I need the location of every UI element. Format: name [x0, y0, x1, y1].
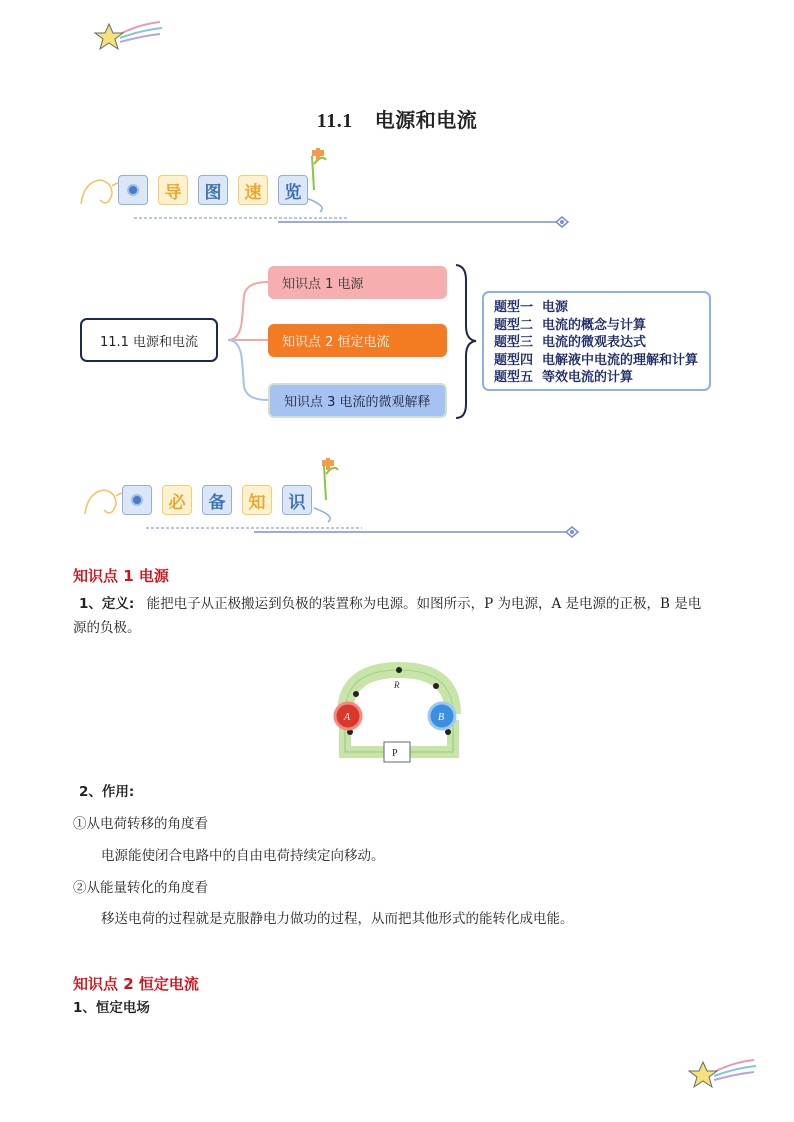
shooting-star-icon [686, 1056, 758, 1096]
circuit-figure [330, 658, 468, 768]
banner-char: 备 [202, 485, 232, 515]
section-heading-power-source: 知识点 1 电源 [73, 567, 169, 585]
label-a: A [344, 712, 351, 723]
label-r: R [394, 680, 400, 690]
role-item-1-text: 电源能使闭合电路中的自由电荷持续定向移动。 [101, 848, 385, 864]
section-heading-steady-current: 知识点 2 恒定电流 [73, 975, 199, 993]
role-item-2-title: ②从能量转化的角度看 [73, 880, 208, 896]
mindmap-root: 11.1 电源和电流 [80, 318, 218, 362]
definition-paragraph: 1、定义: 能把电子从正极搬运到负极的装置称为电源。如图所示，P 为电源，A 是电源的正极，B 是电 源的负极。 [73, 596, 702, 636]
banner-char: 识 [282, 485, 312, 515]
question-type-row: 题型二 电流的概念与计算 [494, 317, 647, 333]
question-type-row: 题型一 电源 [494, 300, 569, 315]
label-b: B [438, 712, 445, 723]
banner-char: 导 [158, 175, 188, 205]
question-types-box [482, 291, 711, 391]
mindmap-knowledge-point-3: 知识点 3 电流的微观解释 [268, 383, 447, 418]
mindmap-knowledge-point-1: 知识点 1 电源 [268, 266, 447, 299]
question-type-row: 题型四 电解液中电流的理解和计算 [494, 352, 699, 368]
role-item-2-text: 移送电荷的过程就是克服静电力做功的过程，从而把其他形式的能转化成电能。 [101, 911, 574, 927]
role-item-1-title: ①从电荷转移的角度看 [73, 816, 208, 832]
subsection-steady-field: 1、恒定电场 [73, 1000, 150, 1016]
question-type-row: 题型五 等效电流的计算 [494, 370, 634, 385]
role-label: 2、作用: [79, 784, 135, 800]
banner-char: 知 [242, 485, 272, 515]
section-banner-knowledge [82, 458, 602, 548]
question-type-row: 题型三 电流的微观表达式 [494, 335, 647, 350]
dot-icon [131, 494, 143, 506]
label-p: P [392, 748, 398, 759]
banner-char: 览 [278, 175, 308, 205]
banner-char: 必 [162, 485, 192, 515]
banner-dot-chip [122, 485, 152, 515]
mindmap-knowledge-point-2: 知识点 2 恒定电流 [268, 324, 447, 357]
swirl-decoration [82, 458, 602, 548]
banner-char: 速 [238, 175, 268, 205]
page-title: 11.1 电源和电流 [316, 110, 478, 132]
banner-char: 图 [198, 175, 228, 205]
